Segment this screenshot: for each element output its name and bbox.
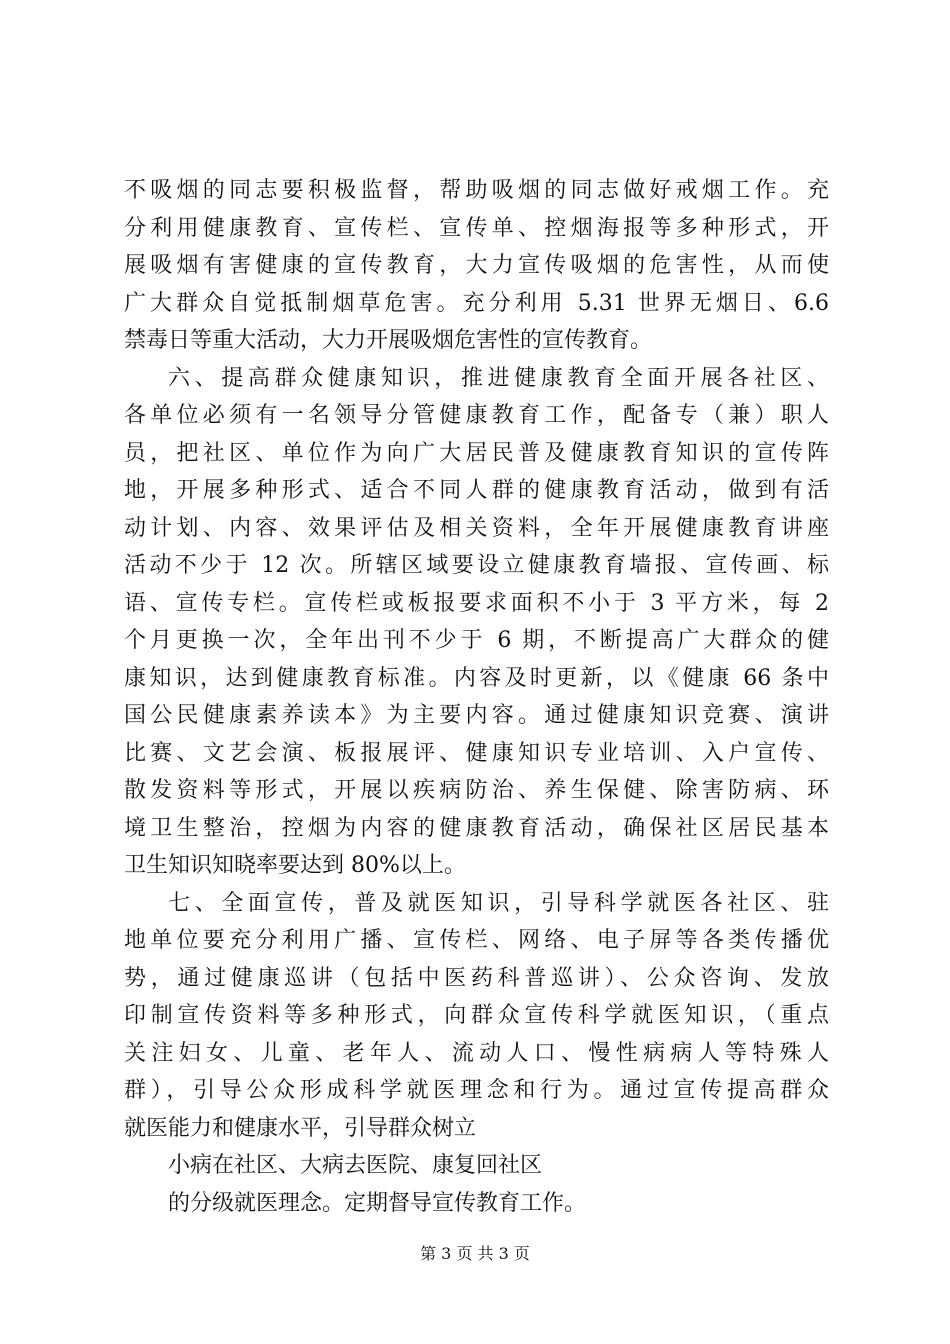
- paragraph-line: 的分级就医理念。定期督导宣传教育工作。: [168, 1190, 587, 1216]
- paragraph-line: 动计划、内容、效果评估及相关资料，全年开展健康教育讲座: [124, 515, 829, 541]
- paragraph-line: 禁毒日等重大活动，大力开展吸烟危害性的宣传教育。: [124, 328, 653, 353]
- paragraph-line: 小病在社区、大病去医院、康复回社区: [168, 1153, 543, 1178]
- paragraph-line: 就医能力和健康水平，引导群众树立: [124, 1115, 477, 1141]
- paragraph-line: 分利用健康教育、宣传栏、宣传单、控烟海报等多种形式，开: [124, 215, 829, 241]
- paragraph-line: 卫生知识知晓率要达到 80%以上。: [124, 853, 466, 878]
- paragraph-line: 语、宣传专栏。宣传栏或板报要求面积不小于 3 平方米，每 2: [124, 590, 829, 616]
- paragraph-line: 员，把社区、单位作为向广大居民普及健康教育知识的宣传阵: [124, 440, 829, 466]
- paragraph-line: 广大群众自觉抵制烟草危害。充分利用 5.31 世界无烟日、6.6: [124, 290, 829, 316]
- paragraph-line: 活动不少于 12 次。所辖区域要设立健康教育墙报、宣传画、标: [124, 553, 829, 578]
- page-footer: 第 3 页 共 3 页: [420, 1244, 530, 1263]
- paragraph-line: 不吸烟的同志要积极监督，帮助吸烟的同志做好戒烟工作。充: [124, 178, 829, 203]
- paragraph-line: 个月更换一次，全年出刊不少于 6 期，不断提高广大群众的健: [124, 628, 829, 653]
- document-body: [124, 172, 829, 1222]
- paragraph-line: 势，通过健康巡讲（包括中医药科普巡讲）、公众咨询、发放: [124, 965, 829, 991]
- paragraph-line: 群），引导公众形成科学就医理念和行为。通过宣传提高群众: [124, 1078, 829, 1103]
- paragraph-line: 比赛、文艺会演、板报展评、健康知识专业培训、入户宣传、: [124, 740, 829, 766]
- paragraph-line: 地单位要充分利用广播、宣传栏、网络、电子屏等各类传播优: [124, 928, 829, 953]
- paragraph-line: 散发资料等形式，开展以疾病防治、养生保健、除害防病、环: [124, 778, 829, 803]
- section-seven-heading-line: 七、全面宣传，普及就医知识，引导科学就医各社区、驻: [168, 890, 829, 916]
- paragraph-line: 各单位必须有一名领导分管健康教育工作，配备专（兼）职人: [124, 403, 829, 428]
- paragraph-line: 境卫生整治，控烟为内容的健康教育活动，确保社区居民基本: [124, 815, 829, 841]
- section-six-heading-line: 六、提高群众健康知识，推进健康教育全面开展各社区、: [168, 365, 829, 391]
- paragraph-line: 康知识，达到健康教育标准。内容及时更新，以《健康 66 条中: [124, 665, 829, 691]
- paragraph-line: 地，开展多种形式、适合不同人群的健康教育活动，做到有活: [124, 478, 829, 503]
- paragraph-line: 印制宣传资料等多种形式，向群众宣传科学就医知识，（重点: [124, 1003, 829, 1028]
- paragraph-line: 展吸烟有害健康的宣传教育，大力宣传吸烟的危害性，从而使: [124, 253, 829, 278]
- paragraph-line: 关注妇女、儿童、老年人、流动人口、慢性病病人等特殊人: [124, 1040, 829, 1066]
- paragraph-line: 国公民健康素养读本》为主要内容。通过健康知识竞赛、演讲: [124, 703, 829, 728]
